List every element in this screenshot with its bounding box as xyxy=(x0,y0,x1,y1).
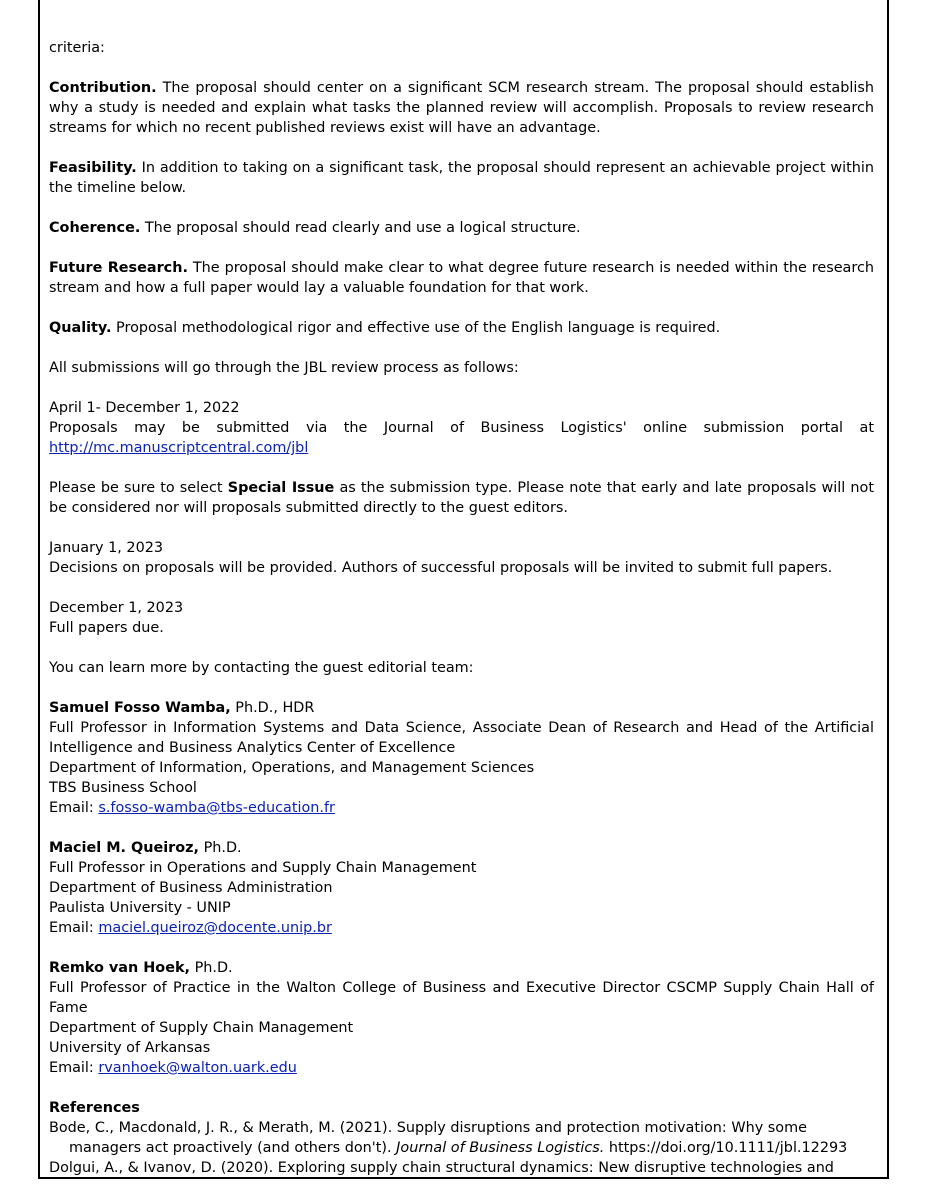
criterion-quality xyxy=(49,318,874,338)
editor-institution: TBS Business School xyxy=(49,780,197,796)
criterion-title: Future Research. xyxy=(49,260,188,276)
criterion-text: The proposal should read clearly and use a logical structure. xyxy=(140,220,581,236)
editor-name: Samuel Fosso Wamba, xyxy=(49,700,231,716)
editor-email-line xyxy=(49,1058,874,1078)
timeline-date-3: December 1, 2023 xyxy=(49,600,184,616)
editor-name-line xyxy=(49,698,874,718)
editor-block xyxy=(49,958,874,1078)
reference-item xyxy=(49,1118,874,1158)
criterion-contribution xyxy=(49,78,874,138)
contact-intro: You can learn more by contacting the guest editorial team: xyxy=(49,660,474,676)
editor-email-link[interactable]: maciel.queiroz@docente.unip.br xyxy=(98,920,332,936)
submission-note xyxy=(49,478,874,518)
editor-department: Department of Supply Chain Management xyxy=(49,1020,354,1036)
email-label: Email: xyxy=(49,920,99,936)
criterion-coherence xyxy=(49,218,874,238)
criterion-title: Coherence. xyxy=(49,220,141,236)
criterion-text: The proposal should center on a significant SCM research stream. The proposal should establish why a study is needed and explain what tasks the planned review will accomplish. Proposals to review research streams for which no recent published reviews exist will have an advantage. xyxy=(49,80,874,136)
criterion-text: The proposal should make clear to what degree future research is needed within the research stream and how a full paper would lay a valuable foundation for that work. xyxy=(49,260,874,296)
editor-email-line xyxy=(49,918,874,938)
note-pre: Please be sure to select xyxy=(49,480,228,496)
editor-name: Maciel M. Queiroz, xyxy=(49,840,199,856)
intro-text: criteria: xyxy=(49,40,105,56)
editor-institution: University of Arkansas xyxy=(49,1040,211,1056)
criterion-title: Contribution. xyxy=(49,80,157,96)
criterion-future-research xyxy=(49,258,874,298)
editor-name-line xyxy=(49,838,874,858)
criterion-text: In addition to taking on a significant task, the proposal should represent an achievable project within the timeline below. xyxy=(49,160,874,196)
editor-degree: Ph.D., HDR xyxy=(230,700,315,716)
editor-name: Remko van Hoek, xyxy=(49,960,190,976)
submission-portal-link[interactable]: http://mc.manuscriptcentral.com/jbl xyxy=(49,440,309,456)
editor-block xyxy=(49,698,874,818)
reference-authors: Bode, C., Macdonald, J. R., & Merath, M. (2021). Supply disruptions and protection motivation: Why some managers act proactively (and others don't). xyxy=(49,1120,807,1156)
timeline-text-1 xyxy=(49,418,874,458)
timeline-date-1: April 1- December 1, 2022 xyxy=(49,400,240,416)
email-label: Email: xyxy=(49,800,99,816)
editor-degree: Ph.D. xyxy=(190,960,233,976)
editor-email-line xyxy=(49,798,874,818)
criterion-title: Feasibility. xyxy=(49,160,137,176)
timeline-text-3: Full papers due. xyxy=(49,620,164,636)
editor-block xyxy=(49,838,874,938)
editor-affiliation: Full Professor in Operations and Supply Chain Management xyxy=(49,860,477,876)
timeline-text-1-body: Proposals may be submitted via the Journal of Business Logistics' online submission portal at xyxy=(49,420,874,436)
reference-item: Dolgui, A., & Ivanov, D. (2020). Exploring supply chain structural dynamics: New disruptive technologies and xyxy=(49,1160,834,1176)
editor-department: Department of Business Administration xyxy=(49,880,333,896)
timeline-date-2: January 1, 2023 xyxy=(49,540,164,556)
criterion-text: Proposal methodological rigor and effective use of the English language is required. xyxy=(111,320,721,336)
editor-name-line xyxy=(49,958,874,978)
editor-email-link[interactable]: s.fosso-wamba@tbs-education.fr xyxy=(98,800,335,816)
reference-doi: https://doi.org/10.1111/jbl.12293 xyxy=(604,1140,848,1156)
email-label: Email: xyxy=(49,1060,99,1076)
editor-institution: Paulista University - UNIP xyxy=(49,900,231,916)
editor-email-link[interactable]: rvanhoek@walton.uark.edu xyxy=(98,1060,297,1076)
editor-affiliation: Full Professor in Information Systems and Data Science, Associate Dean of Research and Head of the Artificial Intelligence and Business Analytics Center of Excellence xyxy=(49,720,874,756)
process-intro: All submissions will go through the JBL review process as follows: xyxy=(49,360,519,376)
note-post: as the submission type. Please note that early and late proposals will not be considered nor will proposals submitted directly to the guest editors. xyxy=(49,480,874,516)
document-body xyxy=(49,38,874,1178)
editor-degree: Ph.D. xyxy=(199,840,242,856)
criterion-feasibility xyxy=(49,158,874,198)
editor-affiliation: Full Professor of Practice in the Walton College of Business and Executive Director CSCMP Supply Chain Hall of Fame xyxy=(49,980,874,1016)
note-bold: Special Issue xyxy=(227,480,335,496)
references-heading: References xyxy=(49,1100,140,1116)
reference-journal: Journal of Business Logistics. xyxy=(396,1140,605,1156)
timeline-text-2: Decisions on proposals will be provided. Authors of successful proposals will be invited to submit full papers. xyxy=(49,560,833,576)
editor-department: Department of Information, Operations, and Management Sciences xyxy=(49,760,535,776)
criterion-title: Quality. xyxy=(49,320,112,336)
